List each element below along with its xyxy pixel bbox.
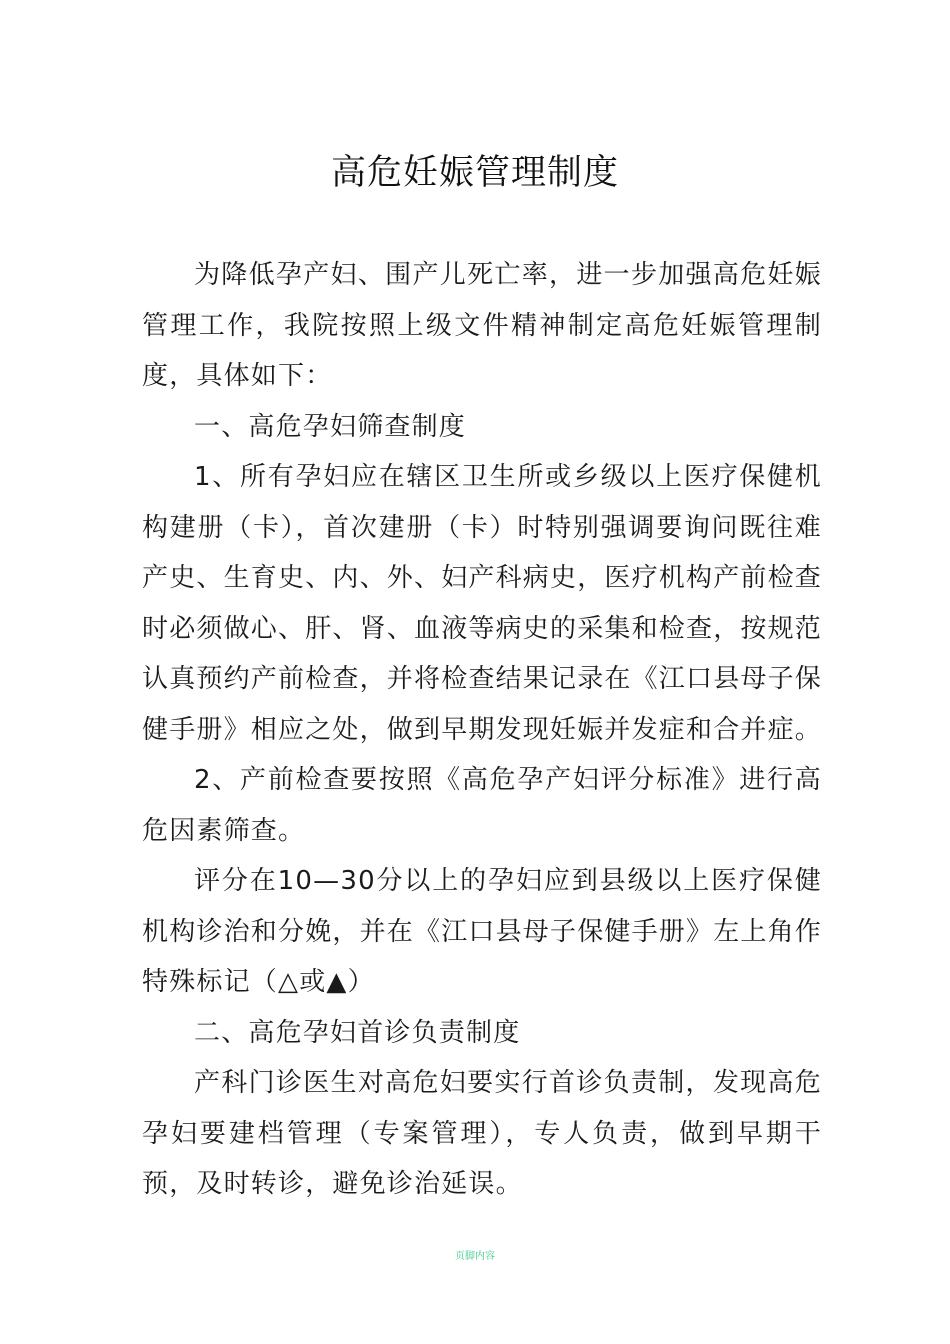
page-footer: 页脚内容 xyxy=(455,1251,495,1262)
section-heading-screening: 一、高危孕妇筛查制度 xyxy=(194,411,467,442)
section-heading-first-visit: 二、高危孕妇首诊负责制度 xyxy=(194,1017,521,1048)
document-title: 高危妊娠管理制度 xyxy=(330,153,619,193)
screening-item-2: 2、产前检查要按照《高危孕产妇评分标准》进行高危因素筛查。 xyxy=(142,765,822,846)
first-visit-paragraph: 产科门诊医生对高危妇要实行首诊负责制，发现高危孕妇要建档管理（专案管理），专人负责，做到早期干预，及时转诊，避免诊治延误。 xyxy=(142,1068,822,1199)
scoring-paragraph: 评分在10—30分以上的孕妇应到县级以上医疗保健机构诊治和分娩，并在《江口县母子保健手册》左上角作特殊标记（△或▲） xyxy=(142,866,823,997)
screening-item-1: 1、所有孕妇应在辖区卫生所或乡级以上医疗保健机构建册（卡），首次建册（卡）时特别强调要询问既往难产史、生育史、内、外、妇产科病史，医疗机构产前检查时必须做心、肝、肾、血液等病史的采集和检查，按规范认真预约产前检查，并将检查结果记录在《江口县母子保健手册》相应之处，做到早期发现妊娠并发症和合并症。 xyxy=(142,462,823,745)
document-body xyxy=(142,250,822,1210)
intro-paragraph: 为降低孕产妇、围产儿死亡率，进一步加强高危妊娠管理工作，我院按照上级文件精神制定高危妊娠管理制度，具体如下： xyxy=(142,260,822,391)
